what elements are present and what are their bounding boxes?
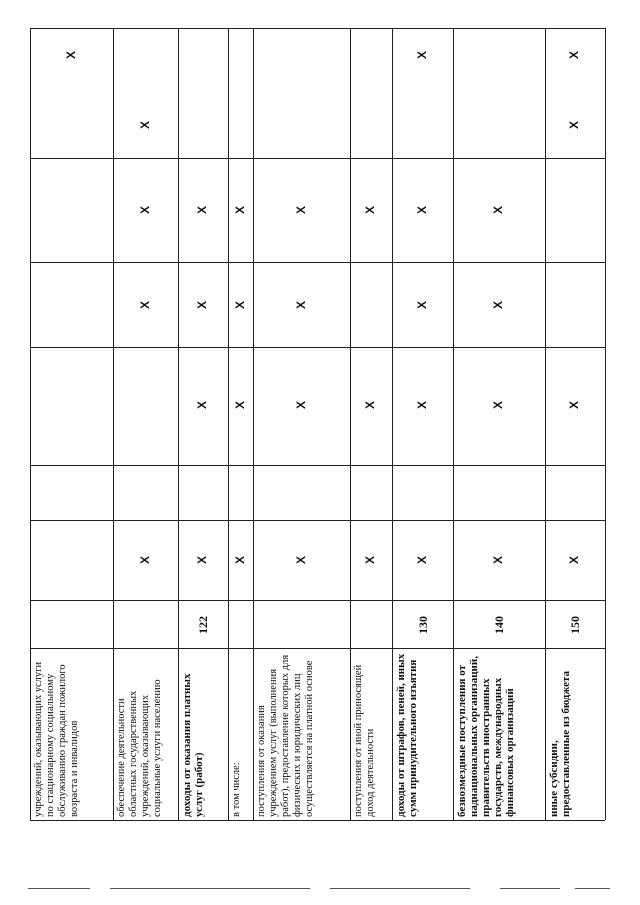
scan-artifact-line	[110, 888, 310, 889]
column-divider	[30, 820, 605, 821]
column-divider	[30, 465, 605, 466]
x-mark: X	[414, 300, 429, 310]
column-divider	[30, 28, 605, 29]
x-mark: X	[567, 50, 582, 60]
row-code: 150	[568, 616, 582, 634]
x-mark: X	[137, 205, 152, 215]
scan-artifact-line	[575, 888, 610, 889]
x-mark: X	[137, 120, 152, 130]
column-divider	[30, 520, 605, 521]
row-divider	[253, 28, 254, 820]
scan-artifact-line	[28, 888, 90, 889]
x-mark: X	[363, 205, 378, 215]
x-mark: X	[567, 555, 582, 565]
row-divider	[30, 28, 31, 820]
x-mark: X	[293, 400, 308, 410]
x-mark: X	[195, 555, 210, 565]
row-divider	[545, 28, 546, 820]
row-code: 130	[415, 616, 430, 634]
x-mark: X	[363, 400, 378, 410]
column-divider	[30, 648, 605, 649]
scan-artifact-line	[500, 888, 560, 889]
x-mark: X	[414, 50, 429, 60]
row-label: доходы от оказания платных услуг (работ)	[181, 673, 205, 817]
row-divider	[605, 28, 606, 820]
x-mark: X	[137, 555, 152, 565]
row-divider	[228, 28, 229, 820]
column-divider	[30, 158, 605, 159]
row-label: учреждений, оказывающих услуги по стационарному социальному обслуживанию граждан пожилого возраста и инвалидов	[33, 661, 80, 817]
x-mark: X	[567, 400, 582, 410]
x-mark: X	[414, 555, 429, 565]
row-divider	[392, 28, 393, 820]
x-mark: X	[232, 205, 247, 215]
column-divider	[30, 347, 605, 348]
x-mark: X	[232, 300, 247, 310]
row-label: иные субсидии, предоставленные из бюджета	[548, 670, 572, 817]
x-mark: X	[195, 400, 210, 410]
x-mark: X	[491, 555, 506, 565]
x-mark: X	[195, 205, 210, 215]
x-mark: X	[414, 400, 429, 410]
x-mark: X	[293, 555, 308, 565]
row-label: безвозмездные поступления от наднациональных организаций, правительств иностранных государств, международных финансовых организаций	[456, 656, 516, 817]
row-label: поступления от оказания учреждением услуг (выполнения работ), предоставление которых для физических и юридических лиц осуществляется на платной основе	[256, 654, 315, 817]
row-code: 122	[196, 616, 210, 634]
x-mark: X	[195, 300, 210, 310]
row-code: 140	[492, 616, 506, 634]
x-mark: X	[491, 205, 506, 215]
scan-artifact-line	[330, 888, 470, 889]
row-divider	[113, 28, 114, 820]
x-mark: X	[293, 205, 308, 215]
row-divider	[453, 28, 454, 820]
x-mark: X	[491, 300, 506, 310]
column-divider	[30, 262, 605, 263]
x-mark: X	[232, 555, 247, 565]
x-mark: X	[567, 120, 582, 130]
x-mark: X	[232, 400, 247, 410]
x-mark: X	[414, 205, 429, 215]
row-divider	[350, 28, 351, 820]
x-mark: X	[293, 300, 308, 310]
x-mark: X	[363, 555, 378, 565]
x-mark: X	[63, 50, 78, 60]
row-label: доходы от штрафов, пеней, иных сумм принудительного изъятия	[395, 653, 419, 817]
row-label: поступления от иной приносящей доход деятельности	[353, 664, 376, 817]
column-divider	[30, 600, 605, 601]
row-divider	[178, 28, 179, 820]
x-mark: X	[491, 400, 506, 410]
row-label: в том числе:	[231, 762, 242, 817]
row-label: обеспечение деятельности областных государственных учреждений, оказывающих социальные услуги населению	[116, 679, 163, 817]
x-mark: X	[137, 300, 152, 310]
